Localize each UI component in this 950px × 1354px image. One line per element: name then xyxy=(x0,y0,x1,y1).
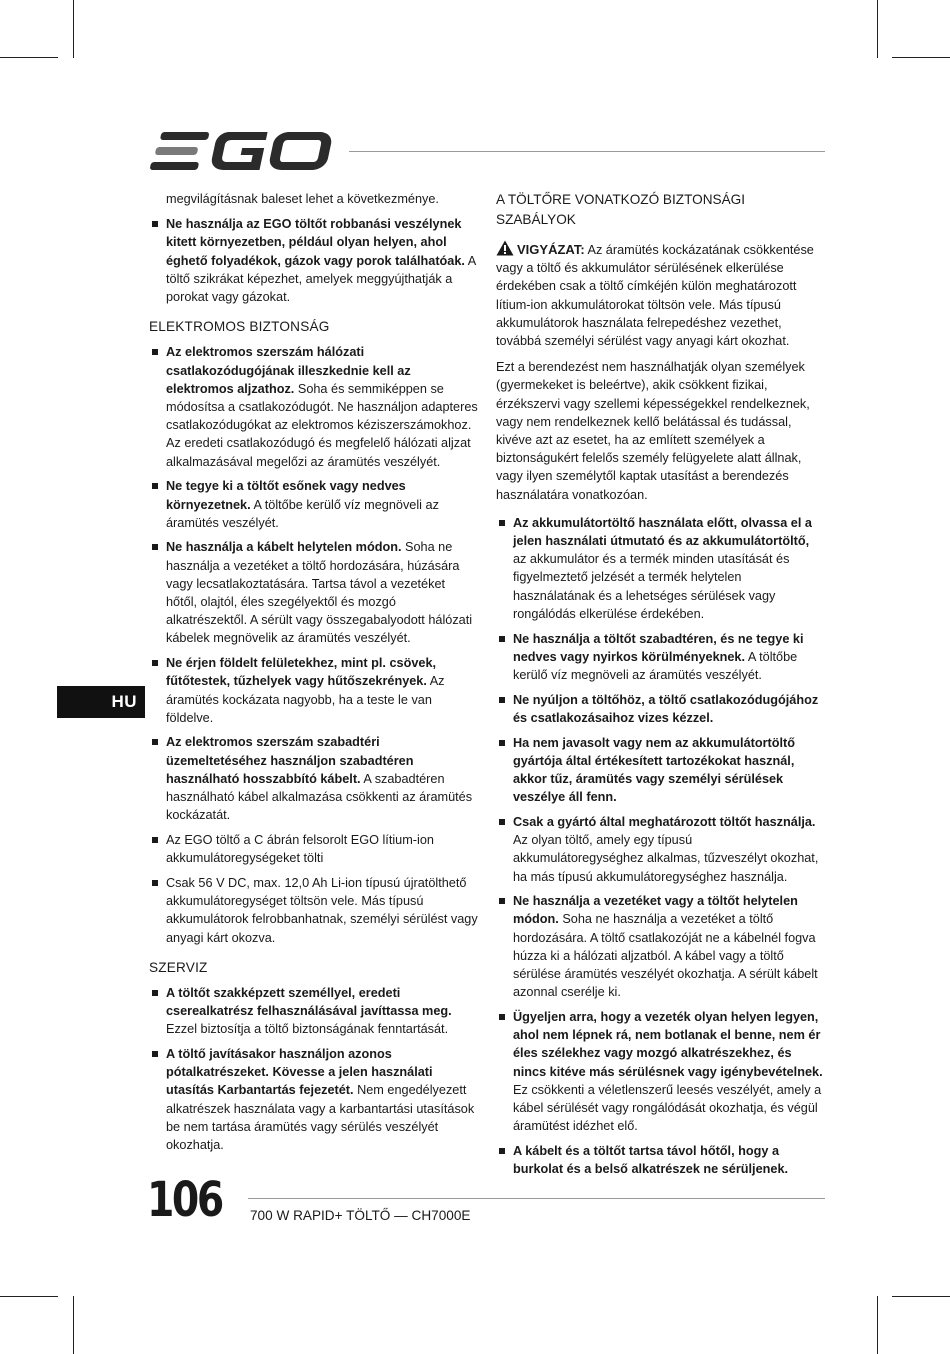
list-item xyxy=(149,654,479,727)
list-item xyxy=(149,215,479,306)
service-list xyxy=(149,984,479,1154)
list-item-bold: Ne tegye ki a töltőt esőnek vagy nedves környezetnek. xyxy=(166,479,406,512)
list-item-text: A töltőbe kerülő víz megnöveli az áramütés veszélyét. xyxy=(166,497,439,530)
list-item-text: A töltőbe kerülő víz megnöveli az áramütés veszélyét. xyxy=(513,649,798,682)
crop-mark-tl-v xyxy=(73,0,74,58)
list-item-text: Csak 56 V DC, max. 12,0 Ah Li-ion típusú újratölthető akkumulátoregységet töltsön vele. Más típusú akkumulátorok felrobbanhatnak, személyi sérülést vagy anyagi kárt okozva. xyxy=(166,875,478,945)
list-item xyxy=(149,1045,479,1154)
crop-mark-tr-v xyxy=(877,0,878,58)
footer-product-title: 700 W RAPID+ TÖLTŐ — CH7000E xyxy=(250,1208,471,1223)
list-item xyxy=(496,514,826,623)
list-item xyxy=(149,733,479,824)
footer-rule xyxy=(248,1198,825,1199)
list-item-bold: Ügyeljen arra, hogy a vezeték olyan helyen legyen, ahol nem lépnek rá, nem botlanak el benne, nem ér éles szélekhez vagy mozgó alkatrészekhez, és nincs kitéve más sérülésnek vagy igénybevételnek. xyxy=(513,1009,823,1079)
list-item-bold: Ne használja az EGO töltőt robbanási veszélynek kitett környezetben, például olyan helyen, ahol éghető folyadékok, gázok vagy porok találhatóak. xyxy=(166,217,465,268)
list-item xyxy=(496,1008,826,1135)
list-item-text: Soha és semmiképpen se módosítsa a csatlakozódugót. Ne használjon adapteres csatlakozódugókat az elektromos kéziszerszámokhoz. Az eredeti csatlakozódugó és megfelelő hálózati aljzat alkalmazásával megelőzi az áramütés veszélyét. xyxy=(166,381,478,469)
list-item-bold: Az elektromos szerszám szabadtéri üzemeltetéséhez használjon szabadtéren használható hosszabbító kábelt. xyxy=(166,735,414,786)
crop-mark-br-v xyxy=(877,1296,878,1354)
list-item-bold: Ne nyúljon a töltőhöz, a töltő csatlakozódugójához és csatlakozásaihoz vizes kézzel. xyxy=(513,692,819,725)
list-item xyxy=(149,984,479,1039)
left-column xyxy=(149,190,479,1161)
list-item xyxy=(496,630,826,685)
electrical-list xyxy=(149,343,479,946)
header-rule xyxy=(349,151,825,152)
list-item xyxy=(149,538,479,647)
list-item-bold: Ne használja a vezetéket vagy a töltőt helytelen módon. xyxy=(513,894,798,927)
list-item xyxy=(496,1142,826,1178)
list-item-text: A töltő szikrákat képezhet, amelyek meggyújthatják a porokat vagy gázokat. xyxy=(166,253,476,305)
list-item-text: A szabadtéren használható kábel alkalmazása csökkenti az áramütés kockázatát. xyxy=(166,771,473,823)
list-item xyxy=(496,813,826,886)
language-tab: HU xyxy=(57,686,145,718)
list-item-text: Soha ne használja a vezetéket a töltő hordozására, húzására vagy lecsatlakoztatására. Tartsa távol a vezetéket hőtől, olajtól, éles szegélyektől és mozgó alkatrészektől. A sérült vagy összegabalyodott hálózati kábelek megnövelik az áramütés veszélyét. xyxy=(166,540,473,646)
crop-mark-bl-v xyxy=(73,1296,74,1354)
persons-paragraph: Ezt a berendezést nem használhatják olyan személyek (gyermekeket is beleértve), akik csökkent fizikai, érzékszervi vagy szellemi képességekkel rendelkeznek, vagy nem rendelkeznek kellő belátással és tudással, kivéve azt az esetet, ha az említett személyek a biztonságukért felelős személy felügyelete alatt állnak, vagy ilyen személytől kaptak utasítást a berendezés használatára vonatkozóan. xyxy=(496,360,810,502)
list-item-bold: A töltő javításakor használjon azonos pótalkatrészeket. Kövesse a jelen használati utasítás Karbantartás fejezetét. xyxy=(166,1047,433,1098)
list-item-bold: Ne használja a kábelt helytelen módon. xyxy=(166,540,402,555)
list-item-bold: Az elektromos szerszám hálózati csatlakozódugójának illeszkednie kell az elektromos aljzathoz. xyxy=(166,345,411,396)
list-item xyxy=(149,874,479,947)
list-item-bold: A kábelt és a töltőt tartsa távol hőtől, hogy a burkolat és a belső alkatrészek ne sérüljenek. xyxy=(513,1143,789,1177)
list-item-text: Az EGO töltő a C ábrán felsorolt EGO lítium-ion akkumulátoregységeket tölti xyxy=(166,833,434,866)
list-item-text: Az olyan töltő, amely egy típusú akkumulátoregységhez alkalmas, tűzveszélyt okozhat, ha más típusú akkumulátoregységhez használja. xyxy=(513,833,819,884)
list-item-bold: A töltőt szakképzett személlyel, eredeti cserealkatrész felhasználásával javíttassa meg. xyxy=(166,985,452,1019)
ego-logo-graphic xyxy=(150,130,332,172)
ego-logo xyxy=(150,130,332,172)
list-item-bold: Ne érjen földelt felületekhez, mint pl. csövek, fűtőtestek, tűzhelyek vagy hűtőszekrények. xyxy=(166,656,437,689)
page-number: 106 xyxy=(147,1172,222,1228)
list-item xyxy=(149,831,479,867)
list-item xyxy=(496,892,826,1001)
list-item-bold: Az akkumulátortöltő használata előtt, olvassa el a jelen használati útmutató és az akkumulátortöltő, xyxy=(513,515,812,549)
warning-block xyxy=(496,240,826,350)
intro-list xyxy=(149,215,479,306)
list-item xyxy=(496,734,826,807)
section-heading-charger-safety: A TÖLTŐRE VONATKOZÓ BIZTONSÁGI SZABÁLYOK xyxy=(496,192,746,227)
list-item-text: az akkumulátor és a termék minden utasítását és figyelmeztető jelzését a termék helytelen használatának és a lehetséges sérülések vagy rongálódás elkerülése érdekében. xyxy=(513,552,790,621)
section-heading-electrical: ELEKTROMOS BIZTONSÁG xyxy=(149,319,330,335)
list-item-text: Soha ne használja a vezetéket a töltő hordozására. A töltő csatlakozóját ne a kábelnél fogva húzza ki a hálózati aljzatból. A kábel vagy a töltő sérülése áramütés veszélyét okozhatja. A sérült kábelt azonnal cserélje ki. xyxy=(513,912,818,1000)
list-item xyxy=(149,343,479,470)
intro-continuation: megvilágításnak baleset lehet a következménye. xyxy=(166,192,439,206)
list-item-text: Ez csökkenti a véletlenszerű leesés veszélyét, amely a kábel sérülését vagy rongálódását okozhatja, és végül áramütést idézhet elő. xyxy=(513,1082,822,1134)
list-item-text: Az áramütés kockázata nagyobb, ha a teste le van földelve. xyxy=(166,674,445,725)
list-item-bold: Ne használja a töltőt szabadtéren, és ne tegye ki nedves vagy nyirkos körülményeknek. xyxy=(513,631,804,664)
list-item-bold: Csak a gyártó által meghatározott töltőt használja. xyxy=(513,814,816,829)
crop-mark-tl-h xyxy=(0,57,58,58)
crop-mark-tr-h xyxy=(892,57,950,58)
section-heading-service: SZERVIZ xyxy=(149,959,208,975)
list-item-text: Nem engedélyezett alkatrészek használata vagy a karbantartási utasítások be nem tartása áramütés vagy sérülés veszélyét okozhatja. xyxy=(166,1083,475,1153)
list-item xyxy=(149,477,479,532)
crop-mark-bl-h xyxy=(0,1296,58,1297)
charger-list xyxy=(496,514,826,1178)
right-column xyxy=(496,190,826,1185)
crop-mark-br-h xyxy=(892,1296,950,1297)
list-item-bold: Ha nem javasolt vagy nem az akkumulátortöltő gyártója által értékesített tartozékokat használ, akkor tűz, áramütés vagy személyi sérülések veszélye áll fenn. xyxy=(513,735,796,805)
warning-text: Az áramütés kockázatának csökkentése vagy a töltő és akkumulátor sérülésének elkerülése érdekében csak a töltő címkéjén külön meghatározott lítium-ion akkumulátorokat töltsön vele. Más típusú akkumulátorok használata felrepedéshez vezethet, továbbá személyi sérülést vagy anyagi kárt okozhat. xyxy=(496,243,814,349)
warning-triangle-icon xyxy=(496,240,514,256)
list-item xyxy=(496,691,826,727)
list-item-text: Ezzel biztosítja a töltő biztonságának fenntartását. xyxy=(166,1022,449,1037)
warning-label: VIGYÁZAT: xyxy=(517,242,585,257)
